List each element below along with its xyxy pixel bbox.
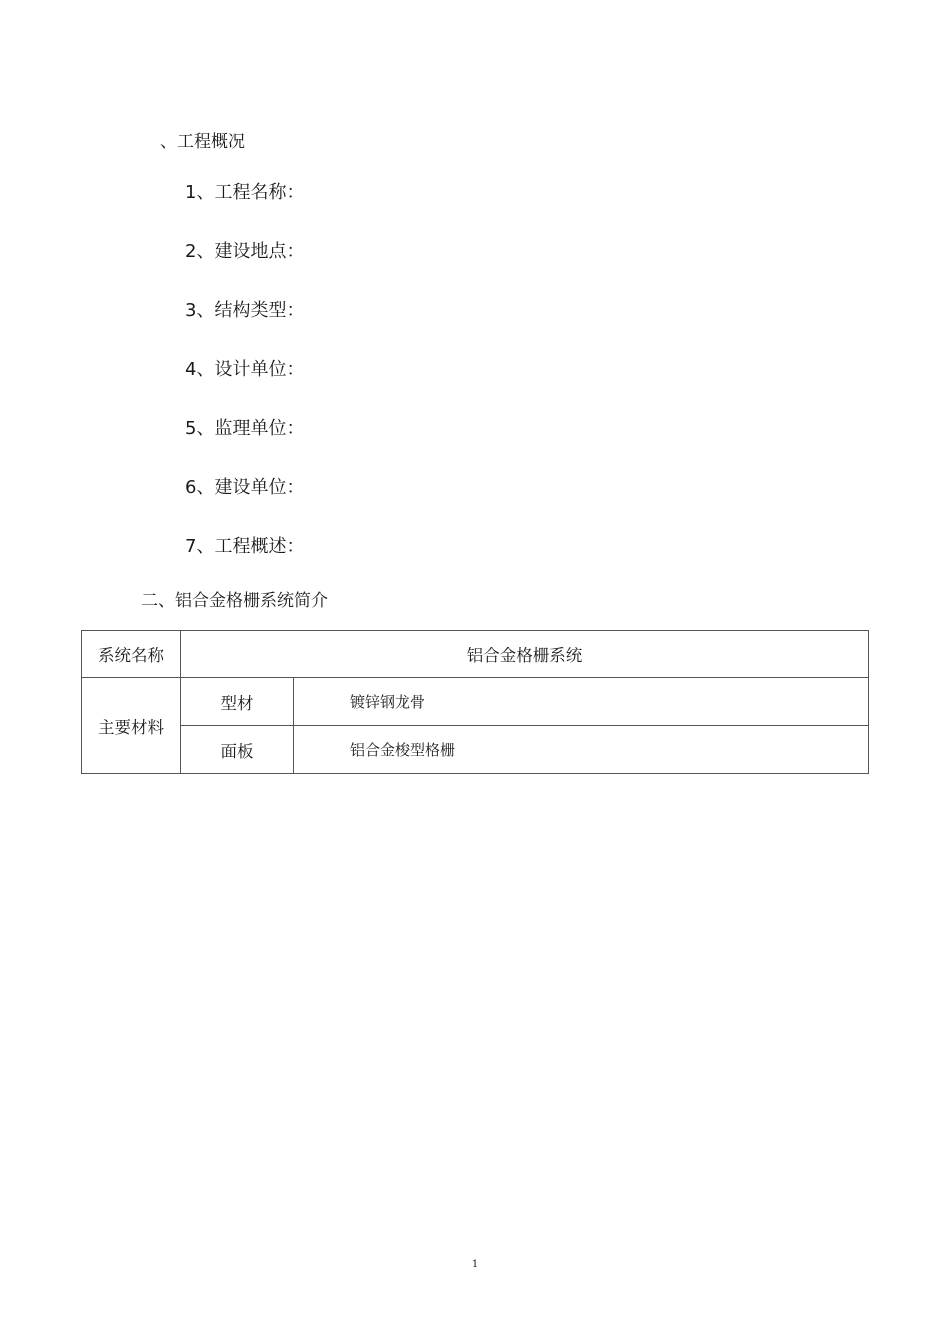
overview-item-supervision-unit: 5、监理单位： — [185, 418, 305, 439]
overview-item-structure-type: 3、结构类型： — [185, 300, 305, 321]
overview-item-owner-unit: 6、建设单位： — [185, 477, 305, 498]
project-overview-list — [185, 180, 304, 593]
table-row — [82, 631, 869, 678]
section-heading-system-intro: 二、铝合金格栅系统简介 — [141, 591, 328, 611]
system-name-value: 铝合金格栅系统 — [181, 631, 869, 678]
overview-item-project-name: 1、工程名称： — [185, 182, 305, 203]
system-table — [81, 630, 869, 774]
material-value-cell: 铝合金梭型格栅 — [294, 726, 869, 774]
overview-item-project-description: 7、工程概述： — [185, 536, 305, 557]
material-value-cell: 镀锌钢龙骨 — [294, 678, 869, 726]
overview-item-design-unit: 4、设计单位： — [185, 359, 305, 380]
main-materials-label: 主要材料 — [82, 678, 181, 774]
system-name-label: 系统名称 — [82, 631, 181, 678]
table-row — [82, 726, 869, 774]
table-row — [82, 678, 869, 726]
page-number: 1 — [471, 1259, 479, 1270]
overview-item-construction-site: 2、建设地点： — [185, 241, 305, 262]
material-type-cell: 型材 — [181, 678, 294, 726]
section-heading-project-overview: 、工程概况 — [160, 132, 245, 152]
material-type-cell: 面板 — [181, 726, 294, 774]
